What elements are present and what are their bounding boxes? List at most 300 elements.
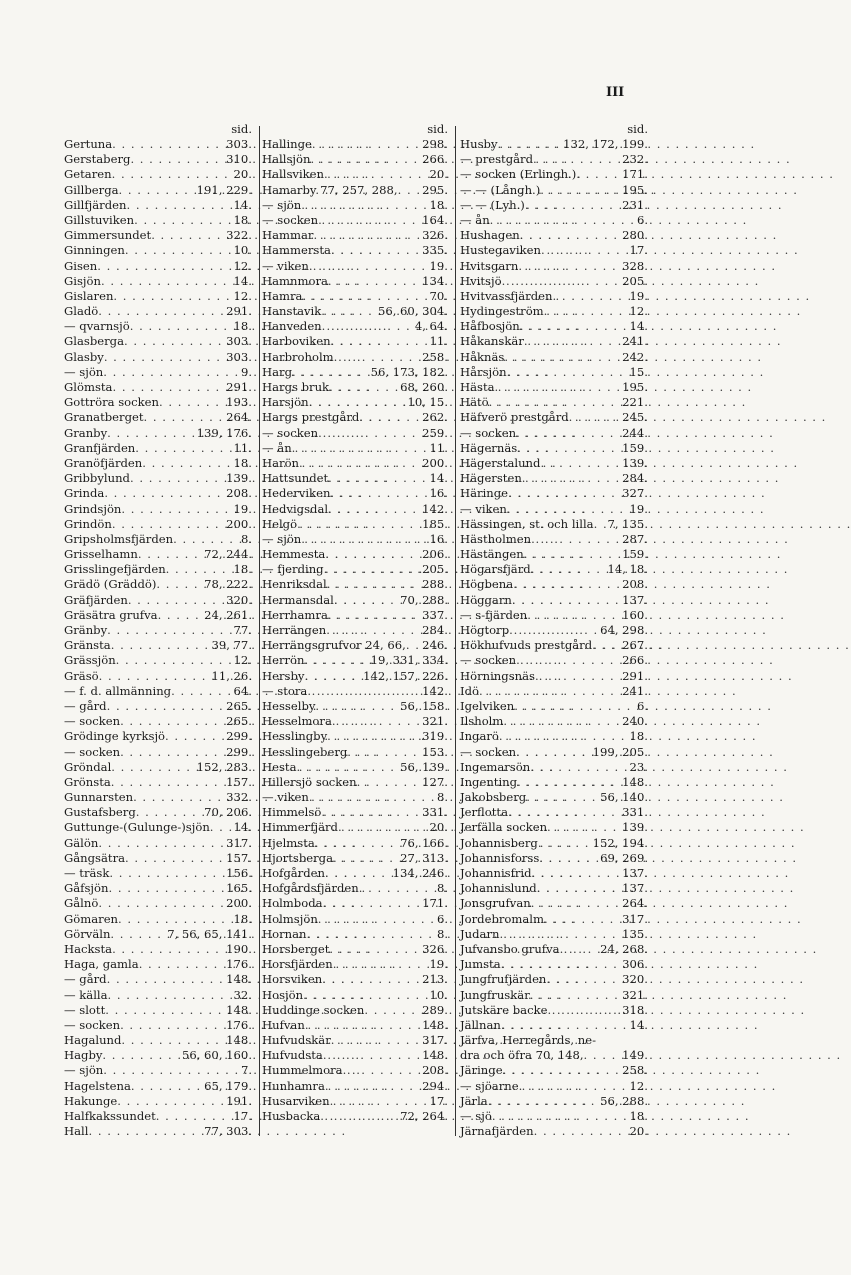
entry-pages: 193. xyxy=(226,395,252,410)
leader-dots xyxy=(326,623,422,638)
entry-name: Hall xyxy=(64,1124,89,1139)
leader-dots xyxy=(508,486,622,501)
leader-dots xyxy=(592,638,622,653)
leader-dots xyxy=(503,714,622,729)
entry-pages: 152, 283. xyxy=(196,759,252,774)
entry-pages: 149. xyxy=(622,1048,648,1063)
leader-dots xyxy=(359,410,422,425)
index-entry xyxy=(460,669,648,684)
index-entry xyxy=(460,259,648,274)
entry-pages: 159. xyxy=(622,547,648,562)
index-entry xyxy=(64,714,252,729)
entry-name: Ingarö xyxy=(460,729,499,744)
entry-name: Jerflotta xyxy=(460,805,508,820)
index-entry xyxy=(460,1094,648,1109)
entry-name: — f. d. allmänning xyxy=(64,683,172,698)
index-entry xyxy=(262,608,448,623)
entry-name: Gustafsberg xyxy=(64,805,136,820)
entry-name: Granby xyxy=(64,425,108,440)
entry-pages: 18. xyxy=(233,212,252,227)
entry-name: Herrängen xyxy=(262,623,327,637)
index-entry xyxy=(460,486,648,501)
leader-dots xyxy=(333,851,400,866)
index-entry xyxy=(262,1109,448,1124)
leader-dots xyxy=(569,410,623,425)
leader-dots xyxy=(594,517,608,532)
leader-dots xyxy=(98,896,226,911)
index-entry xyxy=(64,259,252,274)
entry-name: Hargs prestgård xyxy=(262,410,360,425)
leader-dots xyxy=(331,1033,422,1048)
entry-name: — viken xyxy=(460,501,507,516)
leader-dots xyxy=(301,198,429,213)
entry-pages: 240. xyxy=(622,714,648,729)
index-entry xyxy=(460,972,648,987)
entry-pages: 284. xyxy=(622,471,648,486)
entry-name: Harsjön xyxy=(262,395,309,410)
entry-pages: 8. xyxy=(436,881,448,896)
entry-name: Hårsjön xyxy=(460,364,507,379)
index-entry xyxy=(262,350,448,365)
entry-name: Jordebromalm xyxy=(460,911,545,926)
leader-dots xyxy=(109,866,226,881)
leader-dots xyxy=(97,259,233,274)
leader-dots xyxy=(142,456,233,471)
index-entry xyxy=(262,1048,448,1063)
entry-pages: 65, 179. xyxy=(204,1078,252,1093)
entry-name: Huddinge socken xyxy=(262,1002,365,1017)
index-entry xyxy=(262,790,448,805)
leader-dots xyxy=(364,1003,422,1018)
leader-dots xyxy=(111,638,212,653)
leader-dots xyxy=(310,152,422,167)
entry-name: Håknäs xyxy=(460,349,505,364)
leader-dots xyxy=(124,334,226,349)
entry-name: Hagby xyxy=(64,1048,103,1063)
leader-dots xyxy=(531,532,622,547)
leader-dots xyxy=(110,927,167,942)
index-entry xyxy=(262,274,448,289)
entry-pages: 7. xyxy=(240,1063,252,1078)
leader-dots xyxy=(546,972,622,987)
index-entry xyxy=(460,790,648,805)
index-entry xyxy=(460,608,648,623)
entry-name: Gunnarsten xyxy=(64,790,134,805)
entry-name: Högarsfjärd xyxy=(460,562,531,577)
index-entry xyxy=(460,760,648,775)
entry-pages: 7, 135. xyxy=(607,516,648,531)
index-entry xyxy=(262,426,448,441)
entry-name: Gillberga xyxy=(64,182,119,197)
leader-dots xyxy=(305,1018,422,1033)
entry-name: Järnafjärden xyxy=(460,1124,534,1139)
index-entry xyxy=(262,653,448,668)
entry-name: Hufvudskär xyxy=(262,1033,331,1048)
entry-name: Harboviken xyxy=(262,334,331,349)
entry-name: Hamra xyxy=(262,288,303,303)
index-entry xyxy=(64,350,252,365)
index-entry xyxy=(262,896,448,911)
leader-dots xyxy=(541,243,630,258)
entry-pages: 14. xyxy=(629,1017,648,1032)
entry-name: Häfverö prestgård xyxy=(460,410,569,425)
leader-dots xyxy=(104,350,226,365)
entry-pages: 20. xyxy=(429,820,448,835)
entry-pages: 190. xyxy=(226,941,252,956)
index-entry xyxy=(262,1063,448,1078)
index-entry xyxy=(64,972,252,987)
entry-name: Hanveden xyxy=(262,319,322,334)
entry-pages: 322. xyxy=(226,228,252,243)
leader-dots xyxy=(530,988,622,1003)
entry-name: Gripsholmsfjärden xyxy=(64,531,174,546)
index-entry xyxy=(64,304,252,319)
index-entry xyxy=(460,243,648,258)
entry-name: Horsfjärden xyxy=(262,957,333,972)
index-entry xyxy=(262,927,448,942)
entry-pages: 331. xyxy=(622,805,648,820)
entry-name: Häringe xyxy=(460,486,509,501)
entry-pages: 153. xyxy=(422,744,448,759)
leader-dots xyxy=(111,775,226,790)
entry-name: Hummelmora xyxy=(262,1063,343,1078)
entry-pages: 265. xyxy=(226,714,252,729)
index-entry xyxy=(64,1094,252,1109)
leader-dots xyxy=(537,881,623,896)
entry-pages: 11, 26. xyxy=(211,668,252,683)
entry-name: Glasby xyxy=(64,349,104,364)
index-entry xyxy=(64,790,252,805)
entry-name: Guttunge-(Gulunge-)sjön xyxy=(64,820,210,835)
index-entry xyxy=(64,729,252,744)
leader-dots xyxy=(120,714,226,729)
leader-dots xyxy=(171,684,233,699)
leader-dots xyxy=(318,213,422,228)
entry-pages: 259. xyxy=(422,425,448,440)
index-entry xyxy=(64,1109,252,1124)
index-entry xyxy=(64,1018,252,1033)
index-entry xyxy=(64,456,252,471)
index-entry xyxy=(460,638,648,653)
leader-dots xyxy=(534,1124,630,1139)
leader-dots xyxy=(117,1094,226,1109)
entry-name: Hägerstalund xyxy=(460,455,541,470)
entry-name: Jonsgrufvan xyxy=(460,896,531,911)
entry-name: Grönsta xyxy=(64,774,111,789)
leader-dots xyxy=(330,1094,430,1109)
entry-pages: 16. xyxy=(429,531,448,546)
index-entry xyxy=(64,912,252,927)
entry-pages: 14. xyxy=(233,197,252,212)
leader-dots xyxy=(333,957,430,972)
entry-pages: 56, 173, 182. xyxy=(370,364,448,379)
index-entry xyxy=(64,471,252,486)
entry-name: Holmsjön xyxy=(262,911,318,926)
leader-dots xyxy=(312,137,422,152)
entry-name: Hallinge xyxy=(262,137,312,151)
entry-name: Grisslingefjärden xyxy=(64,562,166,577)
entry-pages: 12. xyxy=(233,288,252,303)
leader-dots xyxy=(507,365,630,380)
leader-dots xyxy=(519,1079,630,1094)
entry-pages: 132, 172, 199. xyxy=(563,137,648,151)
leader-dots xyxy=(321,304,378,319)
index-entry xyxy=(460,410,648,425)
leader-dots xyxy=(108,881,226,896)
leader-dots xyxy=(306,927,436,942)
entry-name: — sjön xyxy=(64,1063,104,1078)
entry-name: — sjön xyxy=(262,531,302,546)
entry-pages: 160. xyxy=(622,607,648,622)
entry-pages: 9. xyxy=(240,364,252,379)
leader-dots xyxy=(315,836,400,851)
index-entry xyxy=(460,1124,648,1139)
entry-name: Högbena xyxy=(460,577,514,592)
leader-dots xyxy=(547,1003,622,1018)
entry-pages: 244. xyxy=(622,425,648,440)
index-entry xyxy=(64,547,252,562)
leader-dots xyxy=(514,699,637,714)
index-entry xyxy=(262,638,448,653)
entry-name: Hedvigsdal xyxy=(262,501,329,516)
index-entry xyxy=(460,729,648,744)
entry-pages: 264. xyxy=(226,410,252,425)
leader-dots xyxy=(305,653,371,668)
entry-name: Hägersten xyxy=(460,471,522,486)
entry-name: Johannisforss xyxy=(460,850,540,865)
entry-name: Gömaren xyxy=(64,911,119,926)
index-entry xyxy=(262,365,448,380)
index-entry xyxy=(262,577,448,592)
entry-pages: 165. xyxy=(226,881,252,896)
entry-pages: 171. xyxy=(422,896,448,911)
entry-name: Gerstaberg xyxy=(64,152,131,167)
entry-name: Hökhufvuds prestgård xyxy=(460,638,593,653)
index-entry xyxy=(460,380,648,395)
entry-pages: 18. xyxy=(233,562,252,577)
entry-name: Granatberget xyxy=(64,410,144,425)
index-entry xyxy=(460,334,648,349)
entry-pages: 205. xyxy=(422,562,448,577)
index-entry xyxy=(262,228,448,243)
index-entry xyxy=(262,319,448,334)
index-entry xyxy=(64,441,252,456)
leader-dots xyxy=(540,183,622,198)
index-entry xyxy=(460,547,648,562)
entry-pages: 8. xyxy=(436,790,448,805)
leader-dots xyxy=(520,319,630,334)
entry-name: Hemmesta xyxy=(262,547,326,562)
entry-name: Jufvansbo grufva xyxy=(460,941,560,956)
entry-name: Jumsta xyxy=(460,957,501,972)
leader-dots xyxy=(313,228,422,243)
entry-pages: 7, 56, 65, 141. xyxy=(167,926,252,941)
index-entry xyxy=(460,957,648,972)
index-entry xyxy=(460,927,648,942)
entry-pages: 148. xyxy=(422,1017,448,1032)
entry-pages: 137. xyxy=(622,881,648,896)
index-entry xyxy=(64,183,252,198)
entry-pages: 24, 261. xyxy=(204,607,252,622)
entry-pages: 68, 260. xyxy=(400,380,448,394)
entry-name: Hammersta xyxy=(262,243,331,258)
entry-pages: 246. xyxy=(422,638,448,653)
entry-name: Gisen xyxy=(64,258,98,273)
index-entry xyxy=(460,183,648,198)
leader-dots xyxy=(302,289,429,304)
index-entry xyxy=(262,183,448,198)
entry-name: Grädö (Gräddö) xyxy=(64,577,157,592)
entry-name: Helgö xyxy=(262,516,298,531)
entry-name: Hesselby xyxy=(262,698,316,713)
leader-dots xyxy=(112,380,226,395)
index-entry xyxy=(262,502,448,517)
leader-dots xyxy=(210,820,234,835)
entry-name: Gränsta xyxy=(64,638,111,653)
entry-name: Getaren xyxy=(64,167,112,182)
entry-pages: 221. xyxy=(622,395,648,410)
entry-pages: 156. xyxy=(226,866,252,880)
index-entry xyxy=(64,805,252,820)
entry-name: — stora xyxy=(262,683,308,698)
entry-pages: 195. xyxy=(622,380,648,394)
leader-dots xyxy=(584,1048,623,1063)
entry-pages: 258. xyxy=(422,349,448,364)
index-entry xyxy=(262,745,448,760)
entry-pages: 176. xyxy=(226,1017,252,1032)
leader-dots xyxy=(328,608,422,623)
entry-name: — socken xyxy=(460,744,517,759)
entry-pages: 148. xyxy=(422,1048,448,1063)
entry-name: Holmboda xyxy=(262,896,323,911)
entry-name: — socken (Erlingh.) xyxy=(460,167,577,182)
entry-pages: 195. xyxy=(622,182,648,197)
entry-name: Gåfsjön xyxy=(64,881,109,896)
entry-pages: 331. xyxy=(422,805,448,820)
entry-pages: 14. xyxy=(629,319,648,334)
leader-dots xyxy=(517,775,622,790)
entry-name: Gålnö xyxy=(64,896,99,911)
leader-dots xyxy=(516,426,622,441)
entry-name: — källa xyxy=(64,987,108,1002)
entry-pages: 72, 244. xyxy=(204,547,252,562)
entry-pages: 127. xyxy=(422,774,448,789)
entry-pages: 11. xyxy=(429,440,448,455)
leader-dots xyxy=(522,471,622,486)
leader-dots xyxy=(131,1079,204,1094)
entry-pages: 321. xyxy=(422,714,448,729)
index-entry xyxy=(262,334,448,349)
entry-pages: 171. xyxy=(622,167,648,182)
index-column-2 xyxy=(262,122,448,1124)
leader-dots xyxy=(508,805,622,820)
leader-dots xyxy=(539,851,600,866)
leader-dots xyxy=(525,198,622,213)
entry-name: Hagelstena xyxy=(64,1078,131,1093)
entry-pages: 262. xyxy=(422,410,448,425)
leader-dots xyxy=(151,228,226,243)
entry-pages: 287. xyxy=(622,531,648,546)
index-entry xyxy=(64,137,252,152)
entry-name: Grisselhamn xyxy=(64,547,138,562)
index-entry xyxy=(262,243,448,258)
leader-dots xyxy=(116,653,234,668)
index-entry xyxy=(64,380,252,395)
index-entry xyxy=(64,896,252,911)
entry-pages: 191. xyxy=(226,1093,252,1108)
leader-dots xyxy=(531,896,622,911)
entry-pages: 23. xyxy=(629,759,648,774)
entry-name: Hästa xyxy=(460,380,495,394)
entry-pages: 157. xyxy=(226,774,252,789)
entry-pages: 19. xyxy=(429,258,448,273)
leader-dots xyxy=(144,410,227,425)
entry-name: Herrhamra xyxy=(262,607,328,622)
index-entry xyxy=(460,350,648,365)
index-entry xyxy=(262,259,448,274)
entry-pages: 291. xyxy=(622,668,648,683)
entry-name: Hustegaviken xyxy=(460,243,541,258)
entry-name: Harg xyxy=(262,364,292,379)
index-entry xyxy=(460,912,648,927)
entry-pages: 148. xyxy=(226,972,252,987)
leader-dots xyxy=(499,729,630,744)
entry-name: — sjöarne xyxy=(460,1078,519,1093)
entry-pages: 326. xyxy=(422,941,448,956)
entry-name: Hakunge xyxy=(64,1093,118,1108)
entry-name: Jerfälla socken xyxy=(460,820,548,835)
entry-pages: 32. xyxy=(233,987,252,1002)
index-entry xyxy=(460,198,648,213)
entry-pages: 139. xyxy=(226,471,252,486)
entry-pages: 303. xyxy=(226,137,252,151)
leader-dots xyxy=(576,167,622,182)
entry-pages: 320. xyxy=(622,972,648,987)
entry-pages: 284. xyxy=(422,623,448,637)
leader-dots xyxy=(531,562,608,577)
entry-name: Himmerfjärd xyxy=(262,820,338,835)
entry-name: — viken xyxy=(262,790,309,805)
leader-dots xyxy=(121,502,233,517)
leader-dots xyxy=(540,456,622,471)
leader-dots xyxy=(488,1094,600,1109)
entry-name: Järfva, Herregårds, ne- xyxy=(460,1033,597,1048)
entry-name: Hesselmora xyxy=(262,714,332,729)
entry-name: Hufvan xyxy=(262,1017,305,1032)
leader-dots xyxy=(135,441,233,456)
leader-dots xyxy=(112,942,226,957)
entry-name: Harön xyxy=(262,455,300,470)
entry-name: Hörningsnäs xyxy=(460,668,535,683)
index-entry xyxy=(460,1079,648,1094)
entry-name: Gräfjärden xyxy=(64,592,128,607)
leader-dots xyxy=(398,183,423,198)
index-entry xyxy=(64,319,252,334)
entry-pages: 17. xyxy=(233,1109,252,1123)
entry-name: Gladö xyxy=(64,304,99,319)
leader-dots xyxy=(99,669,212,684)
leader-dots xyxy=(292,441,430,456)
leader-dots xyxy=(322,972,422,987)
entry-name: Gertuna xyxy=(64,137,113,151)
leader-dots xyxy=(322,319,415,334)
index-entry xyxy=(64,745,252,760)
leader-dots xyxy=(552,289,629,304)
index-entry xyxy=(64,820,252,835)
leader-dots xyxy=(112,517,226,532)
index-entry xyxy=(460,684,648,699)
leader-dots xyxy=(107,699,227,714)
